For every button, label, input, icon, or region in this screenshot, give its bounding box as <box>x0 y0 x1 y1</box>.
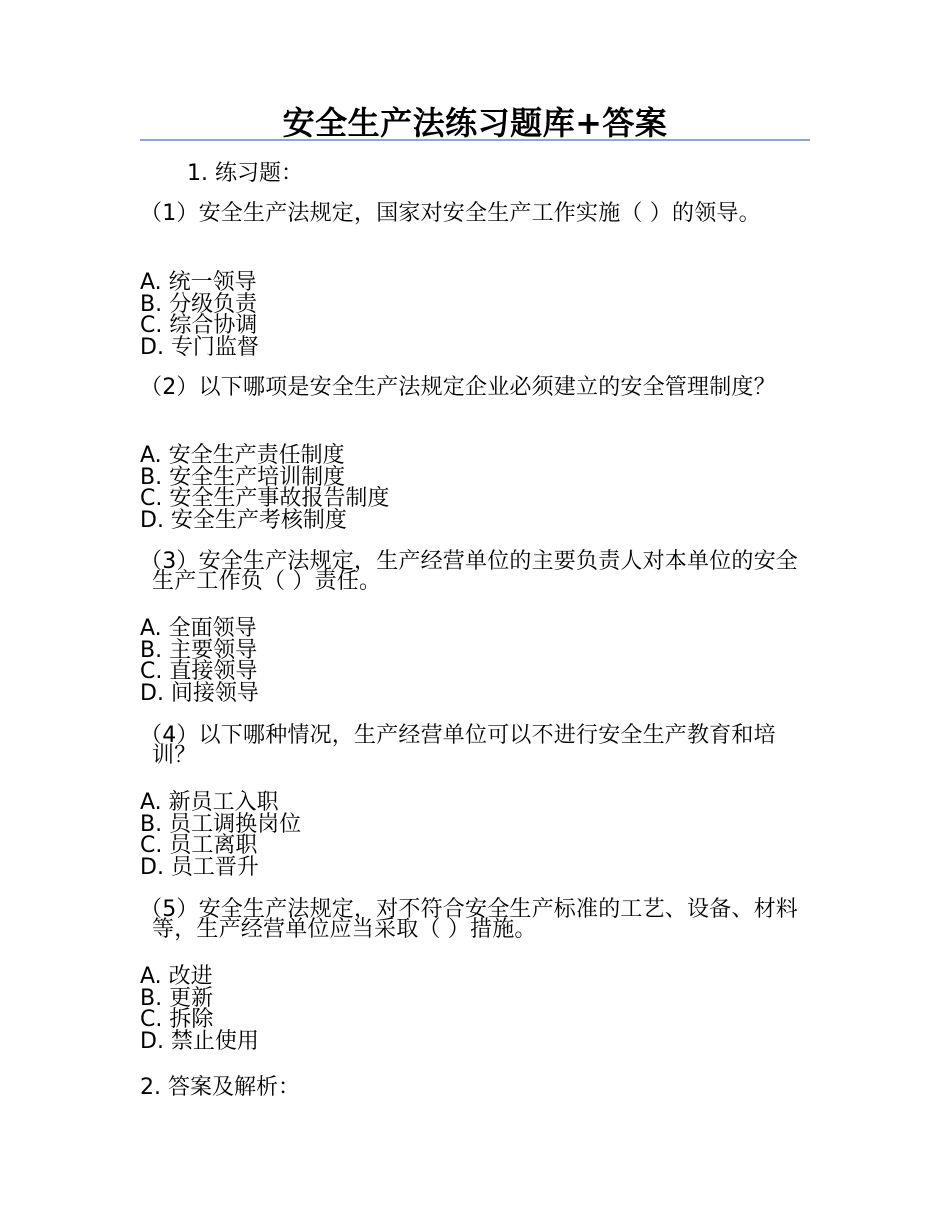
section-heading-answers: 2. 答案及解析： <box>140 1075 300 1100</box>
question-2 <box>140 375 810 400</box>
title-underline <box>140 139 810 141</box>
option-b: B. 安全生产培训制度 <box>140 464 346 490</box>
option-d: D. 禁止使用 <box>140 1028 259 1054</box>
question-stem: （5）安全生产法规定，对不符合安全生产标准的工艺、设备、材料等，生产经营单位应当采取（ ）措施。 <box>140 897 798 942</box>
question-stem: （3）安全生产法规定，生产经营单位的主要负责人对本单位的安全生产工作负（ ）责任。 <box>140 549 798 594</box>
question-4 <box>140 723 810 768</box>
question-stem: （1）安全生产法规定，国家对安全生产工作实施（ ）的领导。 <box>140 201 761 226</box>
option-d: D. 专门监督 <box>140 334 259 360</box>
option-b: B. 员工调换岗位 <box>140 811 302 837</box>
document-title: 安全生产法练习题库+答案 <box>282 104 668 142</box>
option-b: B. 更新 <box>140 985 214 1011</box>
option-b: B. 分级负责 <box>140 291 258 317</box>
option-a: A. 改进 <box>140 964 213 989</box>
question-5 <box>140 897 810 942</box>
question-3-options <box>140 618 540 704</box>
question-5-options <box>140 966 540 1052</box>
question-1-options <box>140 272 540 358</box>
question-1 <box>140 201 810 226</box>
option-c: C. 直接领导 <box>140 659 258 684</box>
option-a: A. 全面领导 <box>140 616 257 641</box>
section-heading-exercises: 1. 练习题： <box>187 161 303 186</box>
option-a: A. 统一领导 <box>140 270 257 295</box>
option-c: C. 员工离职 <box>140 833 258 858</box>
question-4-options <box>140 792 540 878</box>
question-3 <box>140 549 810 594</box>
question-stem: （4）以下哪种情况，生产经营单位可以不进行安全生产教育和培训？ <box>140 723 776 768</box>
option-d: D. 员工晋升 <box>140 854 259 880</box>
option-c: C. 拆除 <box>140 1007 214 1032</box>
option-c: C. 综合协调 <box>140 313 258 338</box>
option-c: C. 安全生产事故报告制度 <box>140 486 390 511</box>
question-stem: （2）以下哪项是安全生产法规定企业必须建立的安全管理制度？ <box>140 375 776 400</box>
option-d: D. 间接领导 <box>140 680 259 706</box>
option-d: D. 安全生产考核制度 <box>140 507 347 533</box>
option-b: B. 主要领导 <box>140 637 258 663</box>
question-2-options <box>140 445 540 531</box>
option-a: A. 安全生产责任制度 <box>140 443 345 468</box>
option-a: A. 新员工入职 <box>140 790 279 815</box>
